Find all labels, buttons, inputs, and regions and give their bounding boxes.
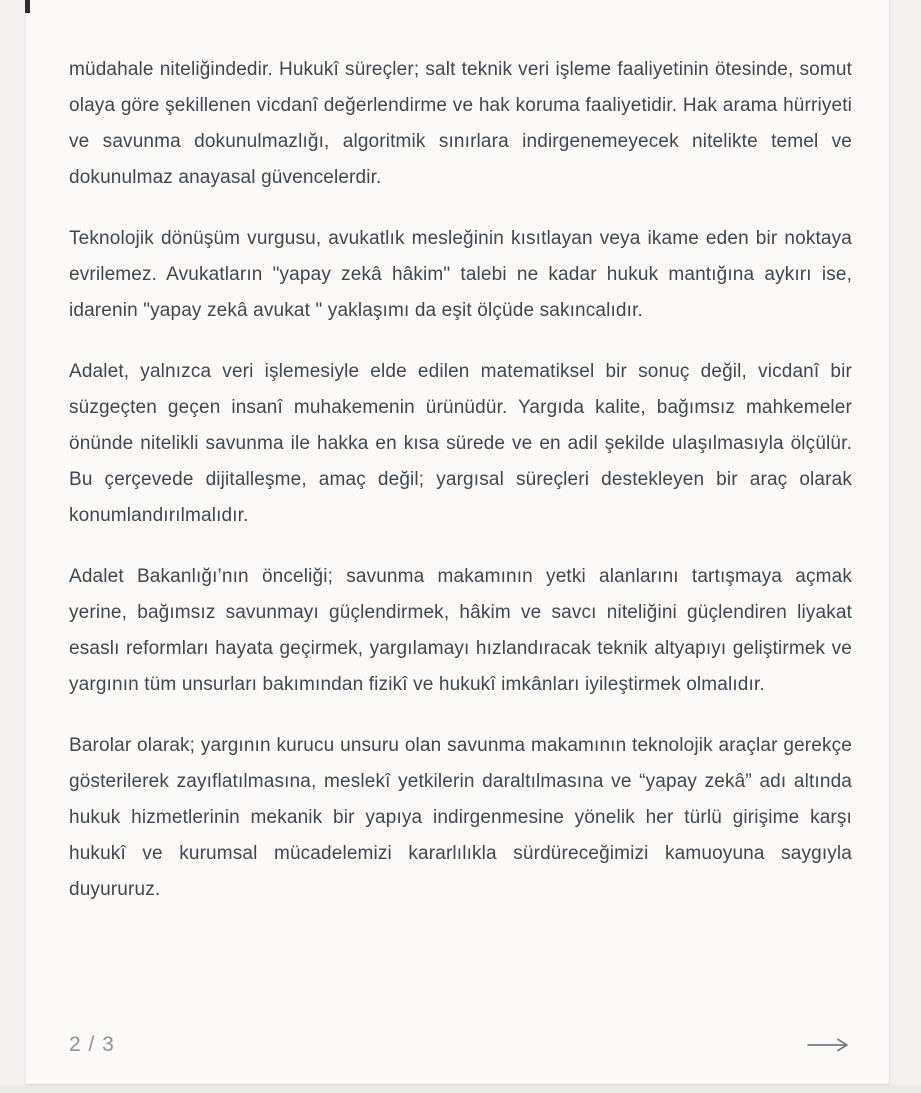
- photo-bottom-edge: [0, 1085, 921, 1093]
- paragraph-5: Barolar olarak; yargının kurucu unsuru olan savunma makamının teknolojik araçlar gerekçe gösterilerek zayıflatılmasına, meslekî yetkilerin daraltılmasına ve “yapay zekâ” adı altında hukuk hizmetlerinin mekanik bir yapıya indirgenmesine yönelik her türlü girişime karşı hukukî ve kurumsal mücadelemizi kararlılıkla sürdüreceğimizi kamuoyuna saygıyla duyururuz.: [69, 735, 852, 900]
- page-footer: [69, 1033, 852, 1057]
- paragraph-3: Adalet, yalnızca veri işlemesiyle elde edilen matematiksel bir sonuç değil, vicdanî bir süzgeçten geçen insanî muhakemenin ürünüdür. Yargıda kalite, bağımsız mahkemeler önünde nitelikli savunma ile hakka en kısa sürede ve en adil şekilde ulaşılmasıyla ölçülür. Bu çerçevede dijitalleşme, amaç değil; yargısal süreçleri destekleyen bir araç olarak konumlandırılmalıdır.: [69, 361, 852, 526]
- paragraph-1: müdahale niteliğindedir. Hukukî süreçler; salt teknik veri işleme faaliyetinin ötesinde, somut olaya göre şekillenen vicdanî değerlendirme ve hak koruma faaliyetidir. Hak arama hürriyeti ve savunma dokunulmazlığı, algoritmik sınırlara indirgenemeyecek nitelikte temel ve dokunulmaz anayasal güvencelerdir.: [69, 59, 852, 188]
- arrow-right-icon: [806, 1037, 850, 1053]
- next-page-button[interactable]: [804, 1035, 852, 1055]
- statement-body: [69, 52, 852, 908]
- paragraph-4: Adalet Bakanlığı’nın önceliği; savunma makamının yetki alanlarını tartışmaya açmak yerine, bağımsız savunmayı güçlendirmek, hâkim ve savcı niteliğini güçlendiren liyakat esaslı reformları hayata geçirmek, yargılamayı hızlandıracak teknik altyapıyı geliştirmek ve yargının tüm unsurları bakımından fizikî ve hukukî imkânları iyileştirmek olmalıdır.: [69, 566, 852, 695]
- photo-corner-artifact: [25, 0, 30, 13]
- page-indicator: 2 / 3: [69, 1033, 115, 1056]
- document-page: [25, 0, 890, 1085]
- paragraph-2: Teknolojik dönüşüm vurgusu, avukatlık mesleğinin kısıtlayan veya ikame eden bir noktaya evrilemez. Avukatların "yapay zekâ hâkim" talebi ne kadar hukuk mantığına aykırı ise, idarenin "yapay zekâ avukat " yaklaşımı da eşit ölçüde sakıncalıdır.: [69, 228, 852, 321]
